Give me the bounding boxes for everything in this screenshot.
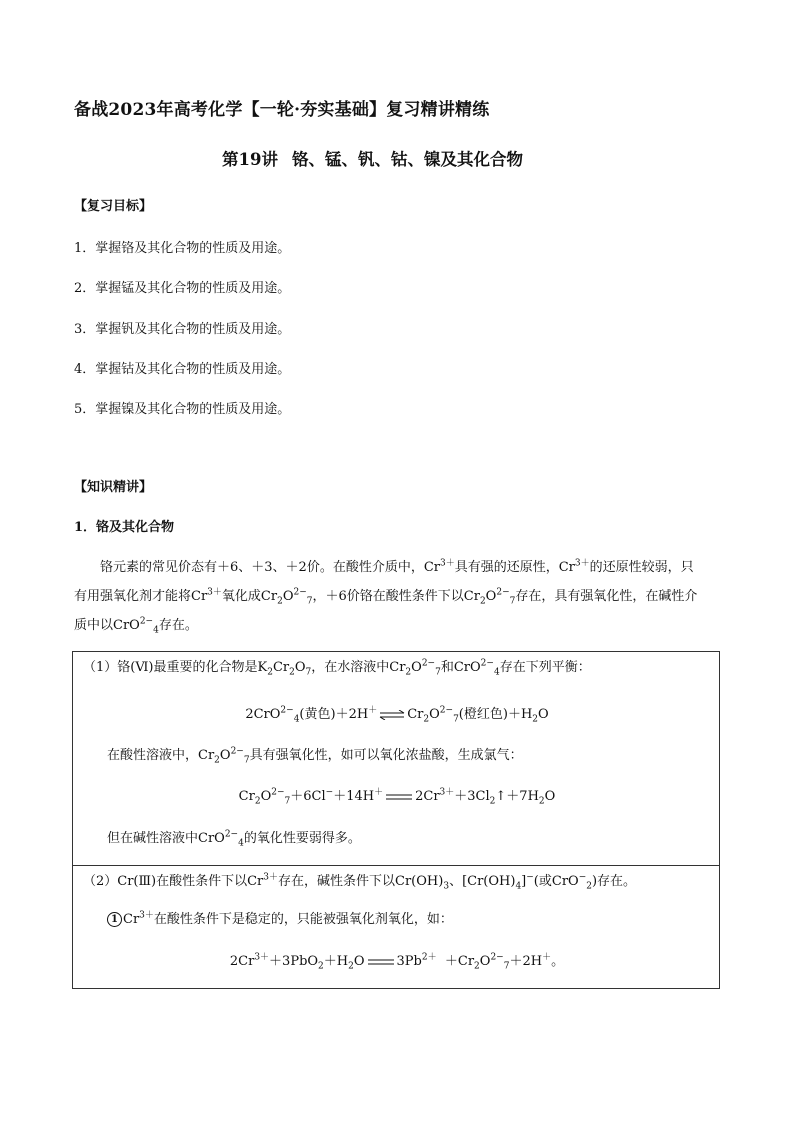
goal-item: 2．掌握锰及其化合物的性质及用途。 — [74, 281, 291, 296]
reaction-equals-icon — [367, 958, 395, 966]
document-title: 备战2023年高考化学【一轮·夯实基础】复习精讲精练 — [74, 100, 490, 120]
goal-item: 5．掌握镍及其化合物的性质及用途。 — [74, 402, 291, 417]
goal-item: 4．掌握钴及其化合物的性质及用途。 — [74, 362, 291, 377]
intro-line-3: 质中以CrO$^{2-}_4$存在。 — [74, 616, 198, 636]
section-1-title: 1．铬及其化合物 — [74, 520, 175, 535]
circled-number-icon: 1 — [107, 912, 122, 927]
lecture-number: 第19讲 — [222, 150, 278, 169]
box1-line-3: 在酸性溶液中，$Cr_2O^{2-}_7$具有强氧化性，如可以氧化浓盐酸，生成氯气： — [107, 746, 523, 766]
equilibrium-arrow-icon — [379, 710, 405, 720]
box2-line-2: 1 $Cr^{3+}$在酸性条件下是稳定的，只能被强氧化剂氧化，如： — [107, 908, 453, 927]
intro-line-2: 有用强氧化剂才能将$Cr^{3+}$氧化成$Cr_2O^{2-}_7$，＋6价铬在酸性条件下以$Cr_2O^{2-}_7$存在，具有强氧化性，在碱性介 — [74, 587, 698, 607]
reaction-equals-icon — [385, 793, 413, 801]
lecture-topic: 铬、锰、钒、钴、镍及其化合物 — [291, 150, 523, 169]
goal-item: 1．掌握铬及其化合物的性质及用途。 — [74, 241, 291, 256]
oxidation-equation: $Cr_2O^{2-}_7+6Cl^-+14H^+$ $2Cr^{3+}+3Cl_2↑+7H_2O$ — [238, 787, 556, 807]
intro-line-1: 铬元素的常见价态有＋6、＋3、＋2价。在酸性介质中，$Cr^{3+}$具有强的还原性，$Cr^{3+}$的还原性较弱，只 — [100, 558, 694, 575]
box2-line-1: （2）Cr(Ⅲ)在酸性条件下以$Cr^{3+}$存在，碱性条件下以$Cr(OH)_3$、$[Cr(OH)_4]^-$(或CrO−$_2$)存在。 — [83, 872, 637, 892]
box1-line-1: （1）铬(Ⅵ)最重要的化合物是$K_2Cr_2O_7$，在水溶液中$Cr_2O^{2-}_7$和CrO$^{2-}_4$存在下列平衡： — [83, 658, 591, 678]
lead-dioxide-equation: $2Cr^{3+}+3PbO_2+H_2O$ $3Pb^{2+} +Cr_2O^{2-}_7+2H^+$。 — [229, 952, 565, 972]
box1-line-5: 但在碱性溶液中CrO$^{2-}_4$的氧化性要弱得多。 — [107, 829, 361, 849]
equilibrium-equation: 2CrO$^{2-}_4$(黄色)＋2H＋ $Cr_2O^{2-}_7$(橙红色)$+H_2O$ — [245, 705, 549, 725]
review-goals-heading: 【复习目标】 — [74, 199, 153, 214]
knowledge-heading: 【知识精讲】 — [74, 480, 153, 495]
info-box-chromium-iii — [72, 865, 720, 989]
goal-item: 3．掌握钒及其化合物的性质及用途。 — [74, 322, 291, 337]
info-box-chromium-vi — [72, 651, 720, 866]
lecture-title — [222, 146, 523, 170]
